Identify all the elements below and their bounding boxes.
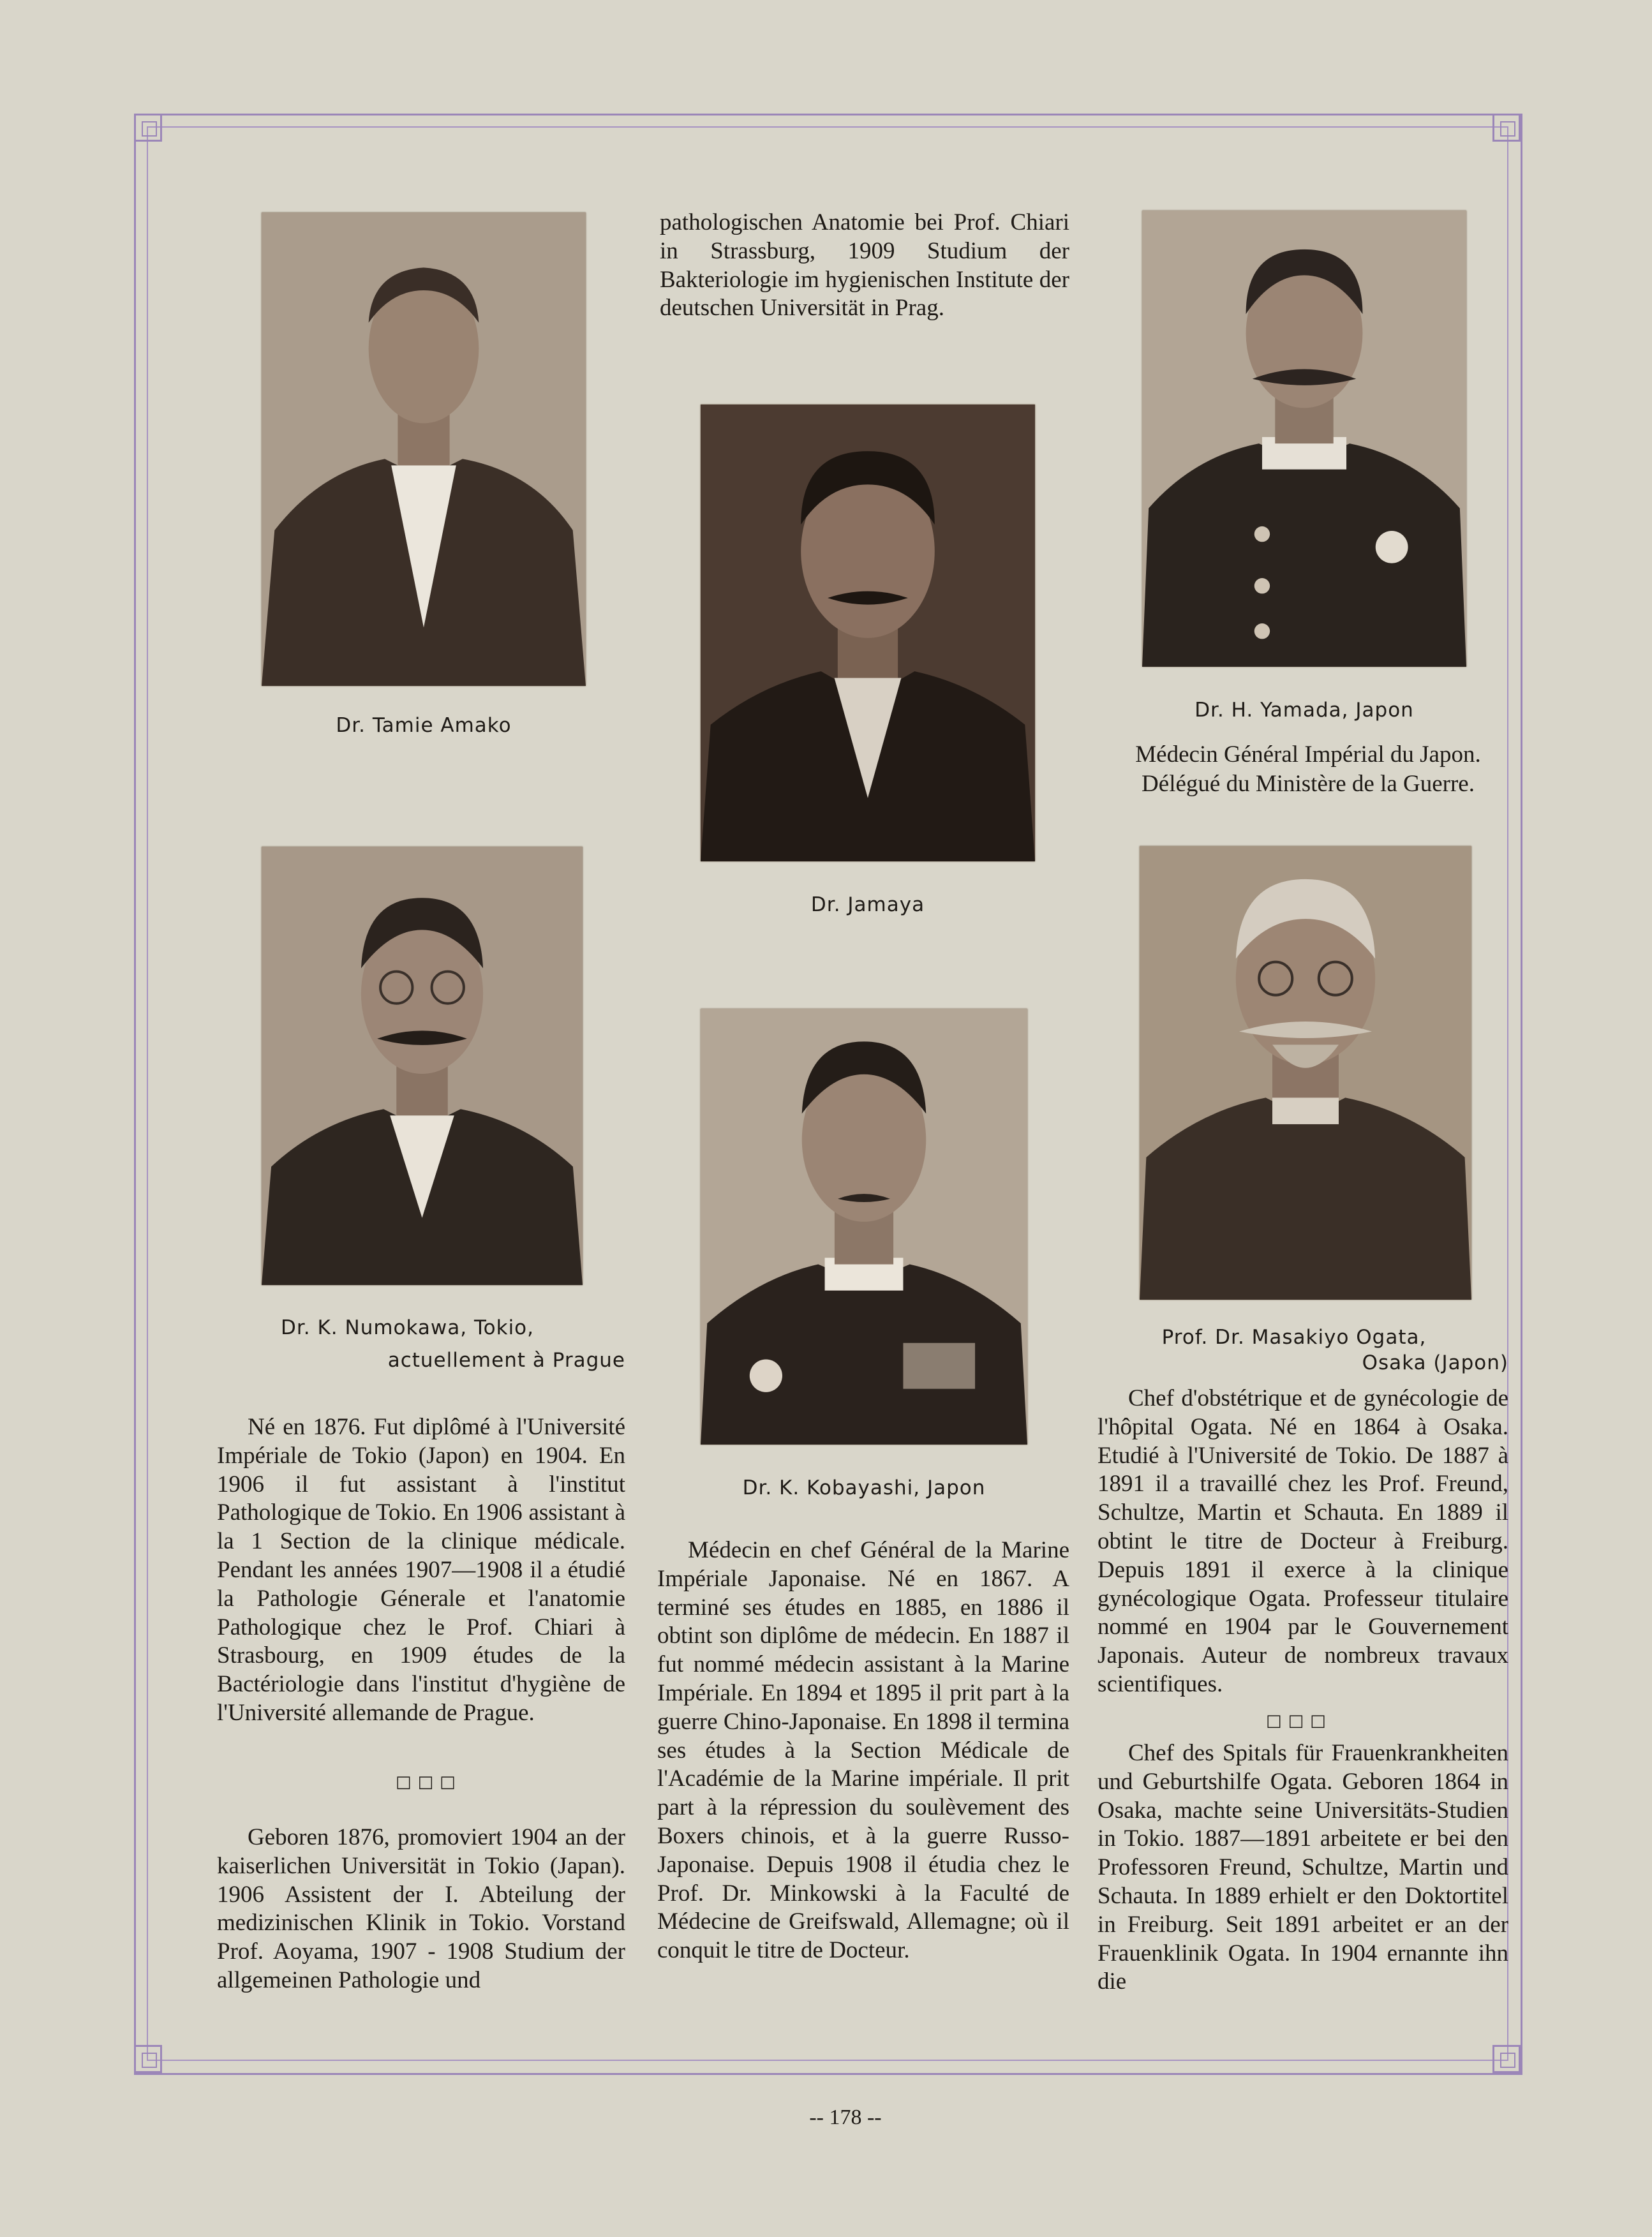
numokawa-german-paragraph: Geboren 1876, promoviert 1904 an der kaiserlichen Universität in Tokio (Japan). 1906 Assistent der I. Abteilung der medizinischen Klinik in Tokio. Vorstand Prof. Aoyama, 1907 - 1908 Studium der allgemeinen Pathologie und: [217, 1824, 625, 1993]
portrait-photo-kobayashi: [701, 1009, 1027, 1445]
yamada-note: [1126, 740, 1490, 799]
kobayashi-french-text: [657, 1536, 1069, 1965]
caption-ogata-line1: Prof. Dr. Masakiyo Ogata,: [1161, 1326, 1427, 1349]
caption-yamada: Dr. H. Yamada, Japon: [1194, 699, 1414, 722]
caption-amako: Dr. Tamie Amako: [336, 714, 512, 737]
caption-numokawa-line1: Dr. K. Numokawa, Tokio,: [281, 1316, 534, 1339]
ogata-french-paragraph: Chef d'obstétrique et de gynécologie de l'hôpital Ogata. Né en 1864 à Osaka. Etudié à l'Université de Tokio. De 1887 à 1891 il a travaillé chez les Prof. Freund, Schultze, Martin et Schauta. En 1889 il obtint le titre de Docteur à Freiburg. Depuis 1891 il exerce à la clinique gynécologique Ogata. Professeur titulaire nommé en 1904 par le Gouvernement Japonais. Auteur de nombreux travaux scientifiques.: [1098, 1385, 1508, 1697]
frame-corner-bottom-left: [134, 2045, 162, 2073]
portrait-photo-amako: [262, 212, 586, 686]
portrait-photo-jamaya: [701, 405, 1035, 861]
frame-corner-bottom-right: [1492, 2045, 1521, 2073]
caption-kobayashi: Dr. K. Kobayashi, Japon: [742, 1476, 986, 1499]
caption-jamaya: Dr. Jamaya: [810, 893, 925, 916]
numokawa-french-paragraph: Né en 1876. Fut diplômé à l'Université Impériale de Tokio (Japon) en 1904. En 1906 il fut assistant à l'institut Pathologique de Tokio. En 1906 assistant à la 1 Section de la clinique médicale. Pendant les années 1907—1908 il a étudié la Pathologie Génerale et l'anatomie Pathologique chez le Prof. Chiari à Strasbourg, en 1909 études de la Bactériologie dans l'institut d'hygiène de l'Université allemande de Prague.: [217, 1414, 625, 1726]
text-top-middle: [660, 209, 1069, 323]
portrait-photo-numokawa: [262, 847, 583, 1285]
ogata-french-text: [1098, 1385, 1508, 1699]
caption-ogata-line2: Osaka (Japon): [1362, 1351, 1508, 1374]
ornament-right: □□□: [1266, 1711, 1332, 1730]
frame-corner-top-right: [1492, 114, 1521, 142]
ogata-german-text: [1098, 1739, 1508, 1996]
portrait-photo-ogata: [1140, 846, 1471, 1300]
numokawa-german-text: [217, 1824, 625, 1995]
text-top-middle-paragraph: pathologischen Anatomie bei Prof. Chiari in Strassburg, 1909 Studium der Bakteriologie im hygienischen Institute der deutschen Universität in Prag.: [660, 209, 1069, 322]
numokawa-french-text: [217, 1413, 625, 1728]
page-number: -- 178 --: [809, 2106, 882, 2129]
ornament-left: □□□: [396, 1773, 462, 1792]
ogata-german-paragraph: Chef des Spitals für Frauenkrankheiten und Geburtshilfe Ogata. Geboren 1864 in Osaka, machte seine Universitäts-Studien in Tokio. 1887—1891 arbeitete er bei den Professoren Freund, Schultze, Martin und Schauta. In 1889 erhielt er den Doktortitel in Freiburg. Seit 1891 arbeitet er an der Frauenklinik Ogata. In 1904 ernannte ihn die: [1098, 1740, 1508, 1995]
caption-numokawa-line2: actuellement à Prague: [387, 1349, 625, 1372]
portrait-photo-yamada: [1142, 211, 1466, 667]
yamada-note-line1: Médecin Général Impérial du Japon.: [1135, 741, 1481, 768]
kobayashi-french-paragraph: Médecin en chef Général de la Marine Impériale Japonaise. Né en 1867. A terminé ses études en 1885, en 1886 il obtint son diplôme de médecin. En 1887 il fut nommé médecin assistant à la Marine Impériale. En 1894 et 1895 il prit part à la guerre Chino-Japonaise. En 1898 il termina ses études à la Section Médicale de l'Académie de la Marine impériale. Il prit part à la répression du soulèvement des Boxers chinois, et à la guerre Russo-Japonaise. Depuis 1908 il étudia chez le Prof. Dr. Minkowski à la Faculté de Médecine de Greifswald, Allemagne; où il conquit le titre de Docteur.: [657, 1537, 1069, 1964]
yamada-note-line2: Délégué du Ministère de la Guerre.: [1142, 771, 1475, 797]
frame-corner-top-left: [134, 114, 162, 142]
